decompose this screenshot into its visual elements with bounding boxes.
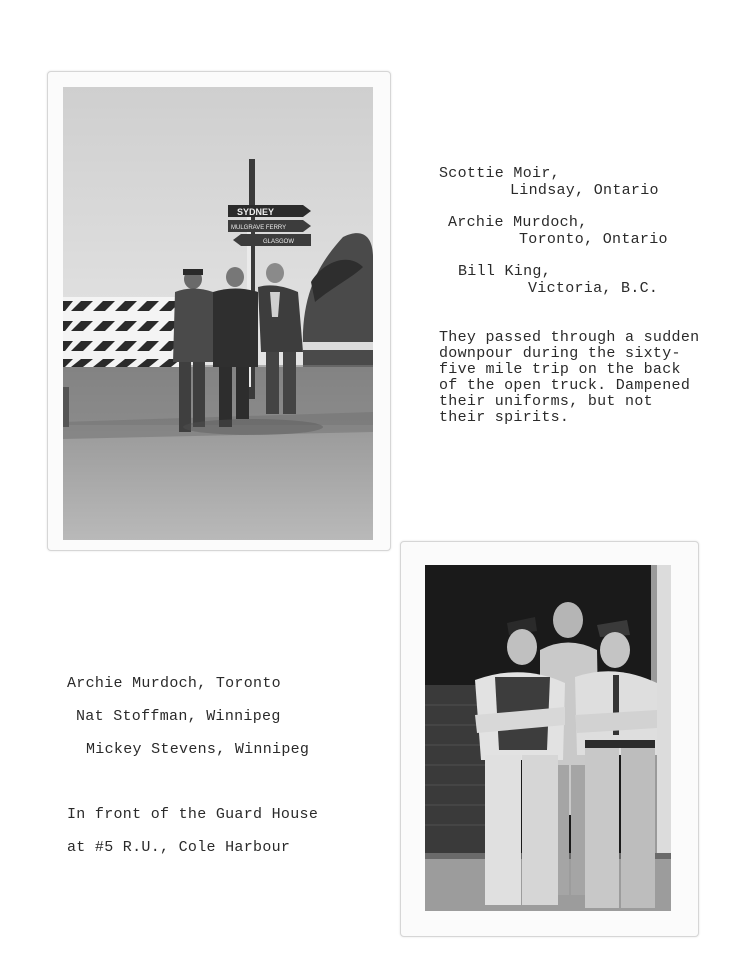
photo-guard-house (400, 541, 699, 937)
caption1-description-line-1: They passed through a sudden (439, 329, 700, 346)
caption1-description-line-4: of the open truck. Dampened (439, 377, 691, 394)
sign-sydney: SYDNEY (237, 207, 275, 217)
caption1-person-3-place: Victoria, B.C. (528, 280, 659, 297)
caption1-description-line-6: their spirits. (439, 409, 570, 426)
caption1-description-line-3: five mile trip on the back (439, 361, 681, 378)
photo-road-sign (47, 71, 391, 551)
caption1-description-line-5: their uniforms, but not (439, 393, 653, 410)
sign-glasgow: GLASGOW (263, 239, 295, 245)
caption1-description-line-2: downpour during the sixty- (439, 345, 681, 362)
caption2-location-line-2: at #5 R.U., Cole Harbour (67, 839, 291, 856)
caption1-person-1-place: Lindsay, Ontario (510, 182, 659, 199)
caption1-person-3-name: Bill King, (458, 263, 552, 280)
caption1-person-1-name: Scottie Moir, (439, 165, 560, 182)
caption1-person-2-place: Toronto, Ontario (519, 231, 668, 248)
sign-mulgrave-ferry: MULGRAVE FERRY (231, 225, 287, 231)
caption2-person-2: Nat Stoffman, Winnipeg (76, 708, 281, 725)
photo-guard-house-image (425, 565, 671, 911)
caption1-person-2-name: Archie Murdoch, (448, 214, 588, 231)
photo-road-sign-image (63, 87, 373, 540)
sign-boards (228, 205, 311, 246)
caption2-person-1: Archie Murdoch, Toronto (67, 675, 281, 692)
caption2-person-3: Mickey Stevens, Winnipeg (86, 741, 310, 758)
caption2-location-line-1: In front of the Guard House (67, 806, 319, 823)
